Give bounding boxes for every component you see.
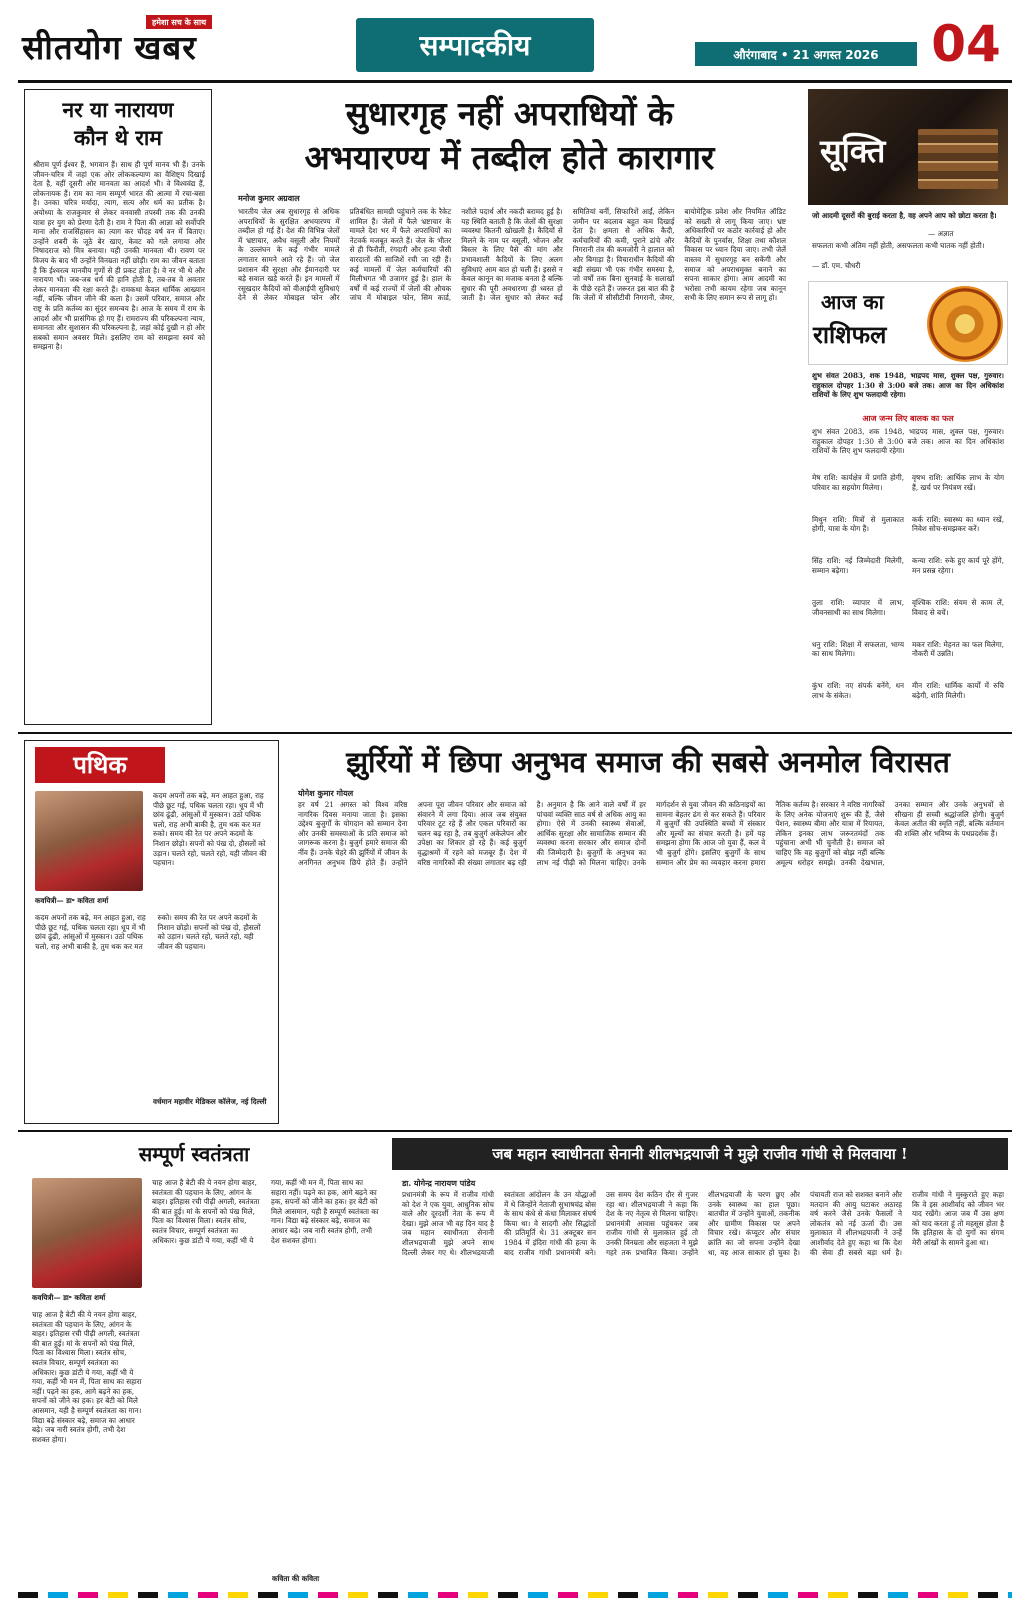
- swatantrata-poet: कवयित्री— डा॰ कविता शर्मा: [32, 1293, 106, 1302]
- rashi-item: मीन राशि: धार्मिक कार्यों में रुचि बढ़ेगी, शांति मिलेगी।: [912, 681, 1004, 700]
- pathik-poem: [24, 740, 279, 1124]
- rashi-item: तुला राशि: व्यापार में लाभ, जीवनसाथी का साथ मिलेगा।: [812, 598, 904, 617]
- zodiac-wheel-icon: [927, 286, 1003, 362]
- sukti-label: सूक्ति: [820, 132, 886, 170]
- prison-byline: मनोज कुमार अग्रवाल: [238, 193, 300, 203]
- section-divider-1: [18, 732, 1012, 734]
- swatantrata-poem-col: चाह आज है बेटी की ये नयन होगा बाहर, स्वतंत्रता की पहचान के लिए, आंगन के बाहर। इतिहास रची पीढ़ी अगली, स्वतंत्रता की बात हुई। मां के सपनों को पंख मिले, पिता का विश्वास मिला। स्वतंत्र सोच, स्वतंत्र विचार, सम्पूर्ण स्वतंत्रता का अधिकार। कुछ डांटी ये गया, कहीं भी ये गया, कहीं भी मन में, पिता साथ का सहारा नहीं। पढ़ने का हक, आगे बढ़ने का हक, सपनों को जीने का हक। हर बेटी को मिले आसमान, यही है सम्पूर्ण स्वतंत्रता का गान। विद्या बढ़े संस्कार बढ़े, समाज का आधार बढ़े। जब नारी स्वतंत्र होगी, तभी देश सशक्त होगा।: [152, 1178, 379, 1245]
- rashi-item: मेष राशि: कार्यक्षेत्र में प्रगति होगी, परिवार का सहयोग मिलेगा।: [812, 473, 904, 492]
- rashifal-note: शुभ संवत 2083, शक 1948, भाद्रपद मास, शुक्ल पक्ष, गुरुवार। राहुकाल दोपहर 1:30 से 3:00 बजे तक। आज का दिन अधिकांश राशियों के लिए शुभ फलदायी रहेगा।: [812, 427, 1004, 456]
- rashifal-label-2: राशिफल: [813, 320, 887, 349]
- ram-title-2: कौन थे राम: [74, 125, 162, 150]
- rashi-item: धनु राशि: शिक्षा में सफलता, भाग्य का साथ मिलेगा।: [812, 639, 904, 659]
- sukti-image: [808, 89, 1008, 205]
- book-stack-icon: [918, 129, 998, 189]
- rashi-item: कुंभ राशि: नए संपर्क बनेंगे, धन लाभ के संकेत।: [812, 681, 904, 700]
- right-column: [808, 89, 1008, 725]
- rashifal-subheading: आज जन्म लिए बालक का फल: [862, 413, 954, 423]
- ram-title-1: नर या नारायण: [62, 97, 174, 122]
- elders-article: [288, 740, 1008, 1124]
- pathik-poem-side: कदम अपनों तक बढ़े, मन आहत हुआ, राह पीछे छूट गई, पथिक चलता रहा। धूप में भी छांव ढूंढी, आंसुओं में मुस्कान। उठो पथिक चलो, राह अभी बाकी है, तुम थक कर मत रुको। समय की रेत पर अपने कदमों के निशान छोड़ो। सपनों को पंख दो, हौसलों को उड़ान। चलते रहो, चलते रहो, यही जीवन की पहचान।: [153, 791, 267, 868]
- brand-logo: सीतयोग खबर: [22, 28, 197, 67]
- registration-strip: [18, 1592, 1012, 1598]
- section-title: सम्पादकीय: [419, 29, 531, 62]
- swatantrata-poem: [24, 1138, 384, 1590]
- ram-body: श्रीराम पूर्ण ईश्वर हैं, भगवान हैं। साथ ही पूर्ण मानव भी हैं। उनके जीवन-चरित्र में जहां एक ओर लोककल्याण का वैशिष्ट्य दिखाई देता है, वहीं दूसरी ओर मानवता का आदर्श भी। वे विश्ववंद्य हैं, लोकनायक हैं। राम का नाम सम्पूर्ण भारत की आत्मा में रचा-बसा है। उनका चरित्र मर्यादा, त्याग, सत्य और धर्म का प्रतीक है। अयोध्या के राजकुमार से लेकर वनवासी तपस्वी तक की उनकी यात्रा हर युग को प्रेरणा देती है। राम ने पिता की आज्ञा को सर्वोपरि माना और राजसिंहासन का त्याग कर चौदह वर्ष वन में बिताए। उन्होंने शबरी के जूठे बेर खाए, केवट को गले लगाया और निषादराज को मित्र बनाया। यही उनकी मानवता थी। रावण पर विजय के बाद भी उन्होंने विनम्रता नहीं छोड़ी। राम का जीवन बताता है कि ईश्वरत्व मानवीय गुणों से ही प्रकट होता है। वे नर भी थे और नारायण भी। जब-जब धर्म की हानि होती है, तब-तब वे अवतार लेकर मानवता की रक्षा करते हैं। रामकथा केवल धार्मिक आख्यान नहीं, बल्कि जीवन जीने की कला है। उसमें परिवार, समाज और राष्ट्र के प्रति कर्तव्य का सुंदर समन्वय है। आज के समय में राम के आदर्श और भी प्रासंगिक हो गए हैं। रामराज्य की परिकल्पना न्याय, समानता और सुशासन की परिकल्पना है, जहां कोई दुखी न हो और सबको समान अवसर मिले। इसलिए राम को समझना स्वयं को समझना है।: [33, 160, 205, 352]
- rashi-item: कर्क राशि: स्वास्थ्य का ध्यान रखें, निवेश सोच-समझकर करें।: [912, 514, 1004, 534]
- poet-photo-2: [32, 1178, 142, 1288]
- pathik-poem-text: कदम अपनों तक बढ़े, मन आहत हुआ, राह पीछे छूट गई, पथिक चलता रहा। धूप में भी छांव ढूंढी, आंसुओं में मुस्कान। उठो पथिक चलो, राह अभी बाकी है, तुम थक कर मत रुको। समय की रेत पर अपने कदमों के निशान छोड़ो। सपनों को पंख दो, हौसलों को उड़ान। चलते रहो, चलते रहो, यही जीवन की पहचान।: [35, 913, 261, 951]
- rashi-item: वृषभ राशि: आर्थिक लाभ के योग हैं, खर्च पर नियंत्रण रखें।: [912, 473, 1004, 492]
- prison-headline-1: सुधारगृह नहीं अपराधियों के: [345, 94, 674, 133]
- rajiv-article: [392, 1138, 1008, 1590]
- dateline: औरंगाबाद • 21 अगस्त 2026: [733, 47, 879, 62]
- rajiv-body: प्रधानमंत्री के रूप में राजीव गांधी को देश ने एक युवा, आधुनिक सोच वाले और दूरदर्शी नेता के रूप में देखा। मुझे आज भी वह दिन याद है जब महान स्वाधीनता सेनानी शीलभद्रयाजी मुझे अपने साथ दिल्ली लेकर गए थे। शीलभद्रयाजी स्वतंत्रता आंदोलन के उन योद्धाओं में थे जिन्होंने नेताजी सुभाषचंद्र बोस के साथ कंधे से कंधा मिलाकर संघर्ष किया था। वे सादगी और सिद्धांतों की प्रतिमूर्ति थे। 31 अक्टूबर सन 1984 में इंदिरा गांधी की हत्या के बाद राजीव गांधी प्रधानमंत्री बने। उस समय देश कठिन दौर से गुजर रहा था। शीलभद्रयाजी ने कहा कि देश के नए नेतृत्व से मिलना चाहिए। प्रधानमंत्री आवास पहुंचकर जब राजीव गांधी से मुलाकात हुई तो उनकी विनम्रता और सहजता ने मुझे गहरे तक प्रभावित किया। उन्होंने शीलभद्रयाजी के चरण छुए और उनके स्वास्थ्य का हाल पूछा। बातचीत में उन्होंने युवाओं, तकनीक और ग्रामीण विकास पर अपने विचार रखे। कंप्यूटर और संचार क्रांति का जो सपना उन्होंने देखा था, वह आज साकार हो चुका है। पंचायती राज को सशक्त बनाने और मतदान की आयु घटाकर अठारह वर्ष करने जैसे उनके फैसलों ने लोकतंत्र को नई ऊर्जा दी। उस मुलाकात में शीलभद्रयाजी ने उन्हें आशीर्वाद देते हुए कहा था कि देश की सेवा ही सबसे बड़ा धर्म है। राजीव गांधी ने मुस्कुराते हुए कहा कि वे इस आशीर्वाद को जीवन भर याद रखेंगे। आज जब मैं उस क्षण को याद करता हूं तो महसूस होता है कि इतिहास के दो युगों का संगम मेरी आंखों के सामने हुआ था।: [402, 1190, 1004, 1257]
- rajiv-headline: जब महान स्वाधीनता सेनानी शीलभद्रयाजी ने मुझे राजीव गांधी से मिलवाया !: [492, 1145, 908, 1163]
- sukti-author: — अज्ञात: [928, 229, 954, 238]
- section-banner: [356, 18, 594, 72]
- swatantrata-footer: कविता की कविता: [272, 1574, 320, 1583]
- rashi-item: कन्या राशि: रुके हुए कार्य पूरे होंगे, मन प्रसन्न रहेगा।: [912, 556, 1004, 575]
- sukti-quote: जो आदमी दूसरों की बुराई करता है, वह अपने आप को छोटा करता है।: [812, 211, 997, 220]
- elders-headline: झुर्रियों में छिपा अनुभव समाज की सबसे अनमोल विरासत: [346, 745, 950, 779]
- section-divider-2: [18, 1130, 1012, 1132]
- pathik-label: पथिक: [35, 747, 165, 783]
- rajiv-byline: डा. योगेन्द्र नारायण पांडेय: [402, 1178, 476, 1188]
- prison-headline-2: अभयारण्य में तब्दील होते कारागार: [304, 138, 715, 177]
- pathik-footer: वर्धमान महावीर मेडिकल कॉलेज, नई दिल्ली: [153, 1097, 267, 1106]
- rashifal-grid: [812, 473, 1004, 721]
- brand-tagline: हमेशा सच के साथ: [146, 15, 212, 29]
- masthead-rule: [18, 80, 1012, 83]
- rashi-item: मकर राशि: मेहनत का फल मिलेगा, नौकरी में उन्नति।: [912, 639, 1004, 659]
- rashi-item: मिथुन राशि: मित्रों से मुलाकात होगी, यात्रा के योग हैं।: [812, 514, 904, 534]
- rashifal-banner: [808, 281, 1008, 365]
- rashifal-label-1: आज का: [821, 290, 884, 314]
- prison-body: भारतीय जेल अब सुधारगृह से अधिक अपराधियों के सुरक्षित अभयारण्य में तब्दील हो गई हैं। देश की विभिन्न जेलों में भ्रष्टाचार, अवैध वसूली और नियमों के उल्लंघन के कई गंभीर मामले लगातार सामने आते रहे हैं। जो जेल प्रशासन की सुरक्षा और ईमानदारी पर बड़े सवाल खड़े करते हैं। इन मामलों में रसूखदार कैदियों को वीआईपी सुविधाएं देने से लेकर मोबाइल फोन और प्रतिबंधित सामग्री पहुंचाने तक के रैकेट शामिल हैं। जेलों में फैले भ्रष्टाचार के मामले देश भर में फैले अपराधियों का नेटवर्क मजबूत करते हैं। जेल के भीतर से ही फिरौती, रंगदारी और हत्या जैसी वारदातों की साजिशें रची जा रही हैं। कई मामलों में जेल कर्मचारियों की मिलीभगत भी उजागर हुई है। हाल के वर्षों में कई राज्यों में जेलों की औचक जांच में मोबाइल फोन, सिम कार्ड, नशीले पदार्थ और नकदी बरामद हुई है। यह स्थिति बताती है कि जेलों की सुरक्षा व्यवस्था कितनी खोखली है। कैदियों से मिलने के नाम पर वसूली, भोजन और बिस्तर के लिए पैसे की मांग और प्रभावशाली कैदियों के लिए अलग सुविधाएं आम बात हो चली हैं। इससे न केवल कानून का मजाक बनता है बल्कि सुधार की पूरी अवधारणा ही ध्वस्त हो जाती है। जेल सुधार को लेकर कई समितियां बनीं, सिफारिशें आईं, लेकिन जमीन पर बदलाव बहुत कम दिखाई देता है। क्षमता से अधिक कैदी, कर्मचारियों की कमी, पुराने ढांचे और निगरानी तंत्र की कमजोरी ने हालात को और बिगाड़ा है। विचाराधीन कैदियों की बड़ी संख्या भी एक गंभीर समस्या है, जो वर्षों तक बिना सुनवाई के सलाखों के पीछे रहते हैं। जरूरत इस बात की है कि जेलों में सीसीटीवी निगरानी, जैमर, बायोमेट्रिक प्रवेश और नियमित ऑडिट को सख्ती से लागू किया जाए। भ्रष्ट अधिकारियों पर कठोर कार्रवाई हो और कैदियों के पुनर्वास, शिक्षा तथा कौशल विकास पर ध्यान दिया जाए। तभी जेलें वास्तव में सुधारगृह बन सकेंगी और समाज को अपराधमुक्त बनाने का सपना साकार होगा। आम आदमी का भरोसा तभी कायम रहेगा जब कानून सभी के लिए समान रूप से लागू हो।: [238, 207, 786, 303]
- swatantrata-poem-text: चाह आज है बेटी की ये नयन होगा बाहर, स्वतंत्रता की पहचान के लिए, आंगन के बाहर। इतिहास रची पीढ़ी अगली, स्वतंत्रता की बात हुई। मां के सपनों को पंख मिले, पिता का विश्वास मिला। स्वतंत्र सोच, स्वतंत्र विचार, सम्पूर्ण स्वतंत्रता का अधिकार। कुछ डांटी ये गया, कहीं भी ये गया, कहीं भी मन में, पिता साथ का सहारा नहीं। पढ़ने का हक, आगे बढ़ने का हक, सपनों को जीने का हक। हर बेटी को मिले आसमान, यही है सम्पूर्ण स्वतंत्रता का गान। विद्या बढ़े संस्कार बढ़े, समाज का आधार बढ़े। जब नारी स्वतंत्र होगी, तभी देश सशक्त होगा।: [32, 1310, 142, 1444]
- pathik-poet: कवयित्री— डा॰ कविता शर्मा: [35, 896, 109, 905]
- poet-photo: [35, 791, 143, 891]
- elders-byline: योगेश कुमार गोयल: [298, 788, 354, 798]
- prison-editorial: [222, 89, 797, 725]
- dateline-bar: [695, 42, 917, 66]
- rashifal-intro: शुभ संवत 2083, शक 1948, भाद्रपद मास, शुक्ल पक्ष, गुरुवार। राहुकाल दोपहर 1:30 से 3:00 बजे तक। आज का दिन अधिकांश राशियों के लिए शुभ फलदायी रहेगा।: [812, 371, 1004, 400]
- masthead: [18, 12, 1012, 76]
- rashi-item: वृश्चिक राशि: संयम से काम लें, विवाद से बचें।: [912, 598, 1004, 617]
- elders-body: हर वर्ष 21 अगस्त को विश्व वरिष्ठ नागरिक दिवस मनाया जाता है। इसका उद्देश्य बुजुर्गों के योगदान को सम्मान देना और उनकी समस्याओं के प्रति समाज को जागरूक करना है। बुजुर्ग हमारे समाज की नींव हैं। उनके चेहरे की झुर्रियों में जीवन के अनगिनत अनुभव छिपे होते हैं। उन्होंने अपना पूरा जीवन परिवार और समाज को संवारने में लगा दिया। आज जब संयुक्त परिवार टूट रहे हैं और एकल परिवारों का चलन बढ़ रहा है, तब बुजुर्ग अकेलेपन और उपेक्षा का शिकार हो रहे हैं। कई बुजुर्ग वृद्धाश्रमों में रहने को मजबूर हैं। देश में वरिष्ठ नागरिकों की संख्या लगातार बढ़ रही है। अनुमान है कि आने वाले वर्षों में हर पांचवां व्यक्ति साठ वर्ष से अधिक आयु का होगा। ऐसे में उनकी स्वास्थ्य सेवाओं, आर्थिक सुरक्षा और सामाजिक सम्मान की व्यवस्था करना सरकार और समाज दोनों की जिम्मेदारी है। बुजुर्गों के अनुभव का लाभ नई पीढ़ी को मिलना चाहिए। उनके मार्गदर्शन से युवा जीवन की कठिनाइयों का सामना बेहतर ढंग से कर सकते हैं। परिवार में बुजुर्गों की उपस्थिति बच्चों में संस्कार और मूल्यों का संचार करती है। हमें यह समझना होगा कि आज जो युवा हैं, कल वे भी बुजुर्ग होंगे। इसलिए बुजुर्गों के साथ सम्मान और प्रेम का व्यवहार करना हमारा नैतिक कर्तव्य है। सरकार ने वरिष्ठ नागरिकों के लिए अनेक योजनाएं शुरू की हैं, जैसे पेंशन, स्वास्थ्य बीमा और यात्रा में रियायत, लेकिन इनका लाभ जरूरतमंदों तक पहुंचाना अभी भी चुनौती है। समाज को चाहिए कि वह बुजुर्गों को बोझ नहीं बल्कि अमूल्य धरोहर समझे। उनकी देखभाल, उनका सम्मान और उनके अनुभवों से सीखना ही सच्ची श्रद्धांजलि होगी। बुजुर्ग केवल अतीत की स्मृति नहीं, बल्कि वर्तमान की शक्ति और भविष्य के पथप्रदर्शक हैं।: [298, 800, 1004, 867]
- sukti-quote-2: सफलता कभी अंतिम नहीं होती, असफलता कभी घातक नहीं होती।: [812, 241, 985, 250]
- swatantrata-title: सम्पूर्ण स्वतंत्रता: [138, 1142, 250, 1166]
- ram-article: [24, 89, 212, 725]
- sukti-author-2: — डॉ. एम. चौधरी: [812, 261, 861, 270]
- rashi-item: सिंह राशि: नई जिम्मेदारी मिलेगी, सम्मान बढ़ेगा।: [812, 556, 904, 575]
- brand-block: [18, 12, 258, 74]
- page-number: 04: [924, 14, 1008, 74]
- rajiv-headline-bar: [392, 1138, 1008, 1170]
